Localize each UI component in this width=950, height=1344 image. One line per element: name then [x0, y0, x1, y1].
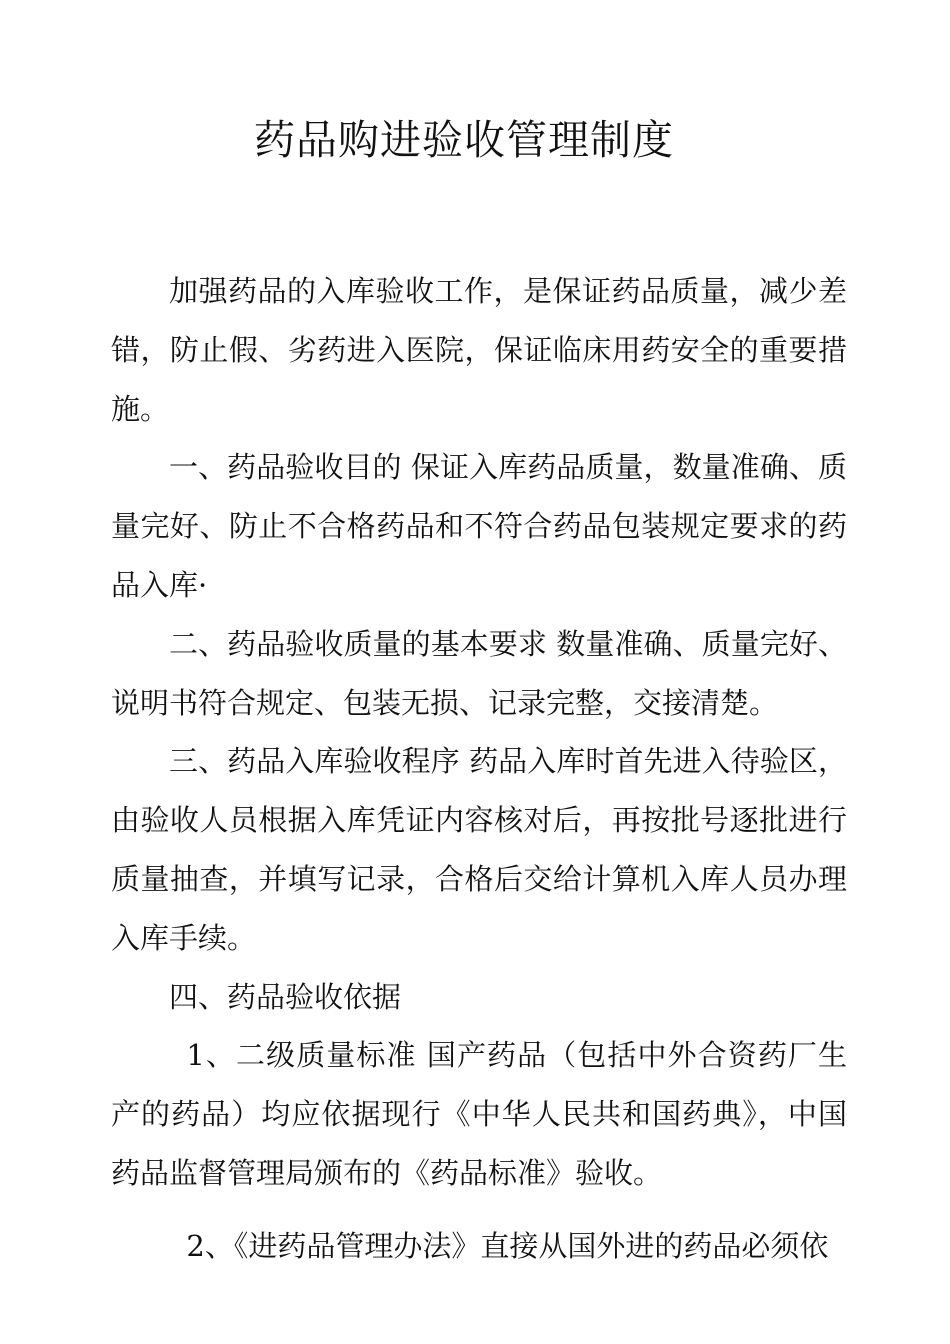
paragraph-intro: 加强药品的入库验收工作，是保证药品质量，减少差错，防止假、劣药进入医院，保证临床用药安全的重要措施。 [111, 274, 847, 426]
paragraph-section-4-heading: 四、药品验收依据 [169, 979, 402, 1014]
paragraph-item-1: 1、二级质量标准 国产药品（包括中外合资药厂生产的药品）均应依据现行《中华人民共和国药典》，中国药品监督管理局颁布的《药品标准》验收。 [111, 1038, 847, 1190]
paragraph-section-3: 三、药品入库验收程序 药品入库时首先进入待验区，由验收人员根据入库凭证内容核对后，再按批号逐批进行质量抽查，并填写记录，合格后交给计算机入库人员办理入库手续。 [111, 744, 847, 955]
paragraph-section-2: 二、药品验收质量的基本要求 数量准确、质量完好、说明书符合规定、包装无损、记录完整，交接清楚。 [111, 626, 847, 720]
paragraph-item-2: 2、《进药品管理办法》直接从国外进的药品必须依 [186, 1228, 829, 1263]
paragraph-section-1: 一、药品验收目的 保证入库药品质量，数量准确、质量完好、防止不合格药品和不符合药品包装规定要求的药品入库· [111, 450, 847, 602]
page-title: 药品购进验收管理制度 [254, 116, 674, 164]
document-body [111, 262, 847, 1276]
